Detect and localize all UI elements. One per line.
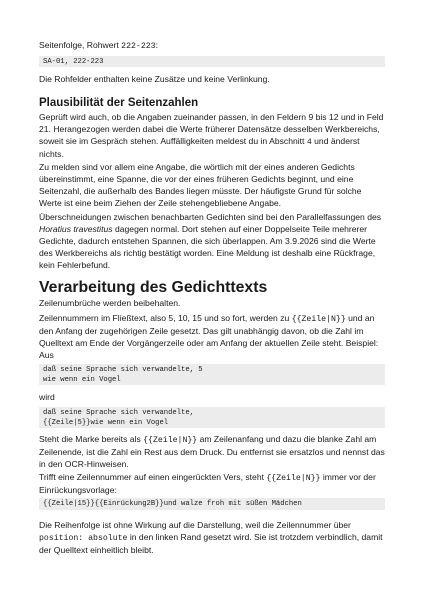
intro-paragraph: Seitenfolge, Rohwert 222-223: (39, 40, 158, 51)
paragraph-wird: wird (39, 392, 55, 402)
inline-code: 222-223 (121, 42, 156, 51)
code-block-example-after: daß seine Sprache sich verwandelte, {{Zeile|5}}wie wenn ein Vogel (39, 407, 385, 428)
heading-plausibilitaet: Plausibilität der Seitenzahlen (39, 97, 199, 109)
inline-code: position: absolute (39, 533, 128, 543)
inline-code: 4 (306, 137, 312, 147)
paragraph-ueberschneidungen: Überschneidungen zwischen benachbarten Gedichten sind bei den Parallelfassungen des Horatius travestitus dagegen normal. Dort stehen auf einer Doppelseite Teile mehrerer Gedichte, dadurch entstehen Spannen, die sich überlappen. Am 3.9.2026 sind die Werte des Werkbereichs als richtig bestätigt worden. Eine Meldung ist deshalb eine Rückfrage, kein Fehlerbefund. (39, 212, 382, 270)
inline-code: {{Zeile|N}} (266, 474, 321, 483)
heading-verarbeitung: Verarbeitung des Gedichttexts (39, 279, 268, 296)
inline-code: {{Zeile|N}} (291, 315, 346, 324)
code-block-example-before: daß seine Sprache sich verwandelte, 5 wie wenn ein Vogel (39, 364, 385, 385)
inline-code: {{Zeile|N}} (143, 436, 198, 445)
paragraph-geprueft: Geprüft wird auch, ob die Angaben zueinander passen, in den Feldern 9 bis 12 und in Feld 21. Herangezogen werden dabei die Werte früherer Datensätze desselben Werkbereichs, soweit sie im Gespräch stehen. Auffälligkeiten meldest du in Abschnitt 4 und änderst nichts. (39, 112, 384, 159)
paragraph-melden: Zu melden sind vor allem eine Angabe, die wörtlich mit der eines anderen Gedichts übereinstimmt, eine Spanne, die vor der eines früheren Gedichts beginnt, und eine Seitenzahl, die außerhalb des Bandes liegen müsste. Der häufigste Grund für solche Werte ist eine beim Ziehen der Zeile stehengebliebene Angabe. (39, 162, 362, 208)
paragraph-zeilenumbrueche: Zeilenumbrüche werden beibehalten. (39, 298, 181, 308)
paragraph-marke: Steht die Marke bereits als {{Zeile|N}} am Zeilenanfang und dazu die blanke Zahl am Zeilenende, ist die Zahl ein Rest aus dem Druck. Du entfernst sie ersatzlos und nennst das in den OCR-Hinweisen. (39, 434, 385, 469)
code-block-seitenfolge: SA-01, 222-223 (39, 56, 385, 67)
code-block-einrueckung: {{Zeile|15}}{{Einrückung2B}}und walze froh mit süßen Mädchen (39, 498, 385, 510)
paragraph-reihenfolge: Die Reihenfolge ist ohne Wirkung auf die Darstellung, weil die Zeilennummer über position: absolute in den linken Rand gesetzt wird. Sie ist trotzdem verbindlich, damit der Quelltext einheitlich bleibt. (39, 520, 383, 555)
paragraph-zeilennummern: Zeilennummern im Fließtext, also 5, 10, 15 und so fort, werden zu {{Zeile|N}} und an den Anfang der zugehörigen Zeile gesetzt. Das gilt unabhängig davon, ob die Zahl im Quelltext am Ende der Vorgängerzeile oder am Anfang der aktuellen Zeile steht. Beispiel: Aus (39, 313, 379, 360)
work-title: Horatius travestitus (39, 223, 113, 234)
paragraph-rohfelder: Die Rohfelder enthalten keine Zusätze und keine Verlinkung. (39, 74, 270, 84)
paragraph-trifft: Trifft eine Zeilennummer auf einen eingerückten Vers, steht {{Zeile|N}} immer vor der Einrückungsvorlage: (39, 472, 376, 495)
